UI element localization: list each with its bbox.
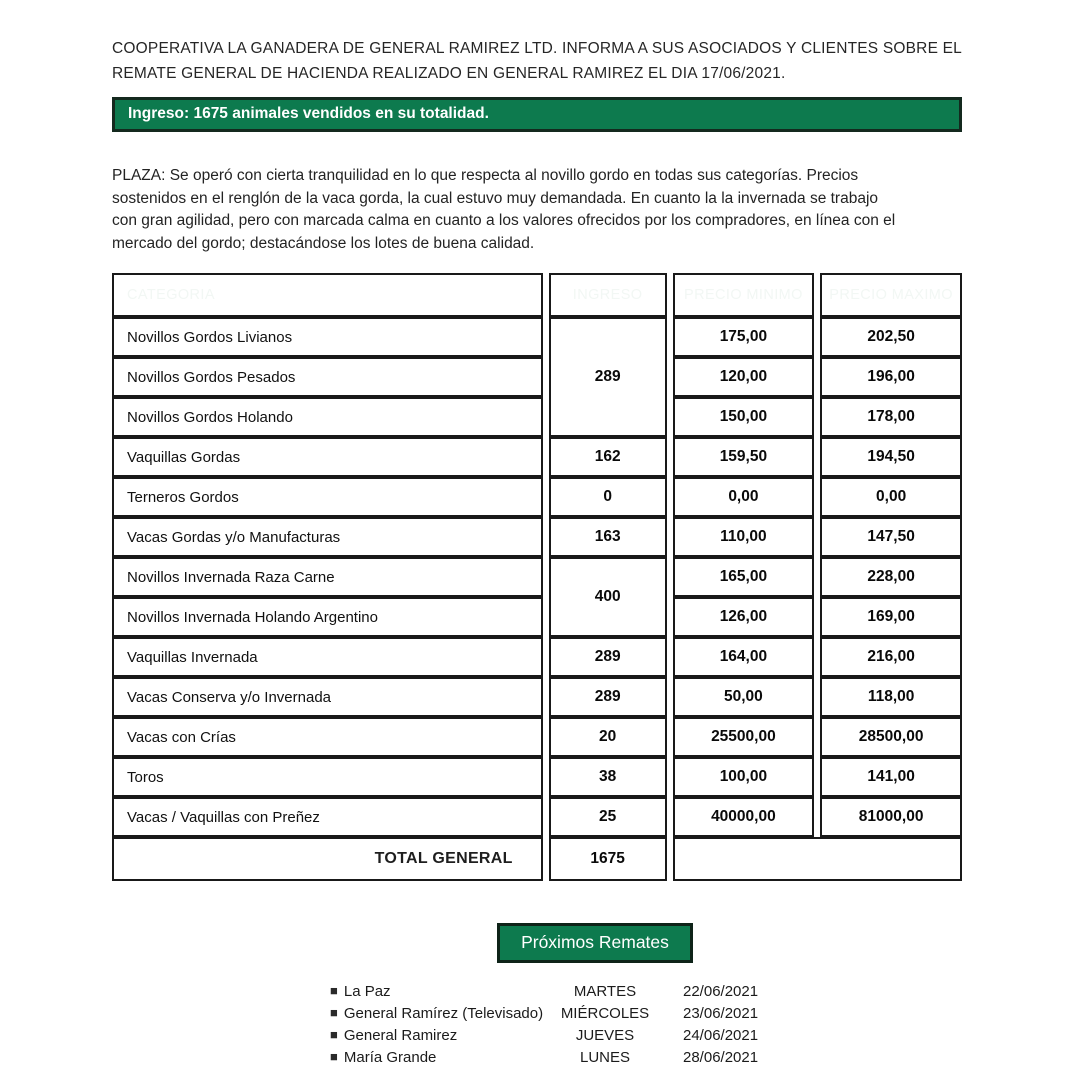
price-max-cell: 228,00 [820,557,962,597]
place-text: General Ramirez [343,1026,458,1044]
price-min-cell: 164,00 [673,637,815,677]
category-cell: Vaquillas Invernada [112,637,543,677]
category-cell: Toros [112,757,543,797]
day-label: LUNES [579,1048,631,1066]
place-label [330,983,545,1000]
square-bullet-icon: ■ [330,1048,338,1064]
table-row [112,317,962,357]
price-max-cell: 0,00 [820,477,962,517]
total-green-cell [673,837,962,881]
schedule-row [330,980,800,1002]
category-cell: Terneros Gordos [112,477,543,517]
category-cell: Novillos Gordos Pesados [112,357,543,397]
schedule-row [330,1024,800,1046]
ingreso-cell: 289 [549,677,667,717]
ingreso-cell: 289 [549,317,667,437]
price-min-cell: 110,00 [673,517,815,557]
category-cell: Vacas / Vaquillas con Preñez [112,797,543,837]
col-header-ingreso: INGRESO [549,273,667,317]
proximos-remates-title: Próximos Remates [521,932,669,952]
total-row [112,837,962,881]
table-row [112,797,962,837]
total-label: TOTAL GENERAL [112,837,543,881]
price-max-cell: 178,00 [820,397,962,437]
price-min-cell: 40000,00 [673,797,815,837]
ingreso-banner [112,97,962,132]
category-cell: Novillos Gordos Livianos [112,317,543,357]
place-label [330,1049,545,1066]
ingreso-cell: 400 [549,557,667,637]
col-header-precio-minimo: PRECIO MINIMO [673,273,815,317]
price-min-cell: 150,00 [673,397,815,437]
category-cell: Vaquillas Gordas [112,437,543,477]
price-max-cell: 216,00 [820,637,962,677]
category-cell: Novillos Gordos Holando [112,397,543,437]
ingreso-cell: 20 [549,717,667,757]
ingreso-cell: 38 [549,757,667,797]
ingreso-cell: 0 [549,477,667,517]
table-row [112,677,962,717]
date-label: 24/06/2021 [683,1026,759,1044]
ingreso-cell: 25 [549,797,667,837]
col-header-categoria: CATEGORIA [112,273,543,317]
table-row [112,517,962,557]
price-max-cell: 118,00 [820,677,962,717]
price-max-cell: 81000,00 [820,797,962,837]
date-label: 22/06/2021 [683,982,759,1000]
place-text: General Ramírez (Televisado) [343,1004,544,1022]
place-text: María Grande [343,1048,437,1066]
price-max-cell: 202,50 [820,317,962,357]
table-row [112,557,962,597]
square-bullet-icon: ■ [330,1004,338,1020]
total-value: 1675 [549,837,667,881]
ingreso-cell: 163 [549,517,667,557]
table-header-row [112,273,962,317]
place-label [330,1005,545,1022]
square-bullet-icon: ■ [330,1026,338,1042]
day-label: MIÉRCOLES [560,1004,650,1022]
day-label: MARTES [573,982,637,1000]
square-bullet-icon: ■ [330,982,338,998]
table-row [112,717,962,757]
proximos-remates-banner [497,923,693,963]
place-label [330,1027,545,1044]
category-cell: Vacas con Crías [112,717,543,757]
price-max-cell: 28500,00 [820,717,962,757]
price-min-cell: 0,00 [673,477,815,517]
day-label: JUEVES [575,1026,635,1044]
price-min-cell: 100,00 [673,757,815,797]
schedule-row [330,1046,800,1068]
table-row [112,757,962,797]
price-min-cell: 126,00 [673,597,815,637]
price-min-cell: 25500,00 [673,717,815,757]
announcement-text: COOPERATIVA LA GANADERA DE GENERAL RAMIREZ LTD. INFORMA A SUS ASOCIADOS Y CLIENTES SOBRE EL REMATE GENERAL DE HACIENDA REALIZADO EN GENERAL RAMIREZ EL DIA 17/06/2021. [112,40,962,82]
date-label: 23/06/2021 [683,1004,759,1022]
date-label: 28/06/2021 [683,1048,759,1066]
price-min-cell: 120,00 [673,357,815,397]
price-max-cell: 194,50 [820,437,962,477]
auction-results-table [106,273,968,881]
price-max-cell: 147,50 [820,517,962,557]
price-min-cell: 175,00 [673,317,815,357]
table-row [112,637,962,677]
table-row [112,437,962,477]
category-cell: Vacas Conserva y/o Invernada [112,677,543,717]
price-max-cell: 196,00 [820,357,962,397]
price-min-cell: 50,00 [673,677,815,717]
table-row [112,397,962,437]
category-cell: Vacas Gordas y/o Manufacturas [112,517,543,557]
ingreso-cell: 162 [549,437,667,477]
ingreso-cell: 289 [549,637,667,677]
table-row [112,357,962,397]
schedule-row [330,1002,800,1024]
table-row [112,477,962,517]
ingreso-banner-text: Ingreso: 1675 animales vendidos en su totalidad. [128,105,489,122]
table-row [112,597,962,637]
place-text: La Paz [343,982,391,1000]
price-min-cell: 159,50 [673,437,815,477]
col-header-precio-maximo: PRECIO MAXIMO [820,273,962,317]
schedule-list [330,980,800,1068]
price-max-cell: 141,00 [820,757,962,797]
category-cell: Novillos Invernada Raza Carne [112,557,543,597]
price-max-cell: 169,00 [820,597,962,637]
price-min-cell: 165,00 [673,557,815,597]
category-cell: Novillos Invernada Holando Argentino [112,597,543,637]
plaza-paragraph: PLAZA: Se operó con cierta tranquilidad en lo que respecta al novillo gordo en todas sus categorías. Precios sostenidos en el renglón de la vaca gorda, la cual estuvo muy demandada. En cuanto la la invernada se trabajo con gran agilidad, pero con marcada calma en cuanto a los valores ofrecidos por los compradores, en línea con el mercado del gordo; destacándose los lotes de buena calidad. [112,167,896,252]
